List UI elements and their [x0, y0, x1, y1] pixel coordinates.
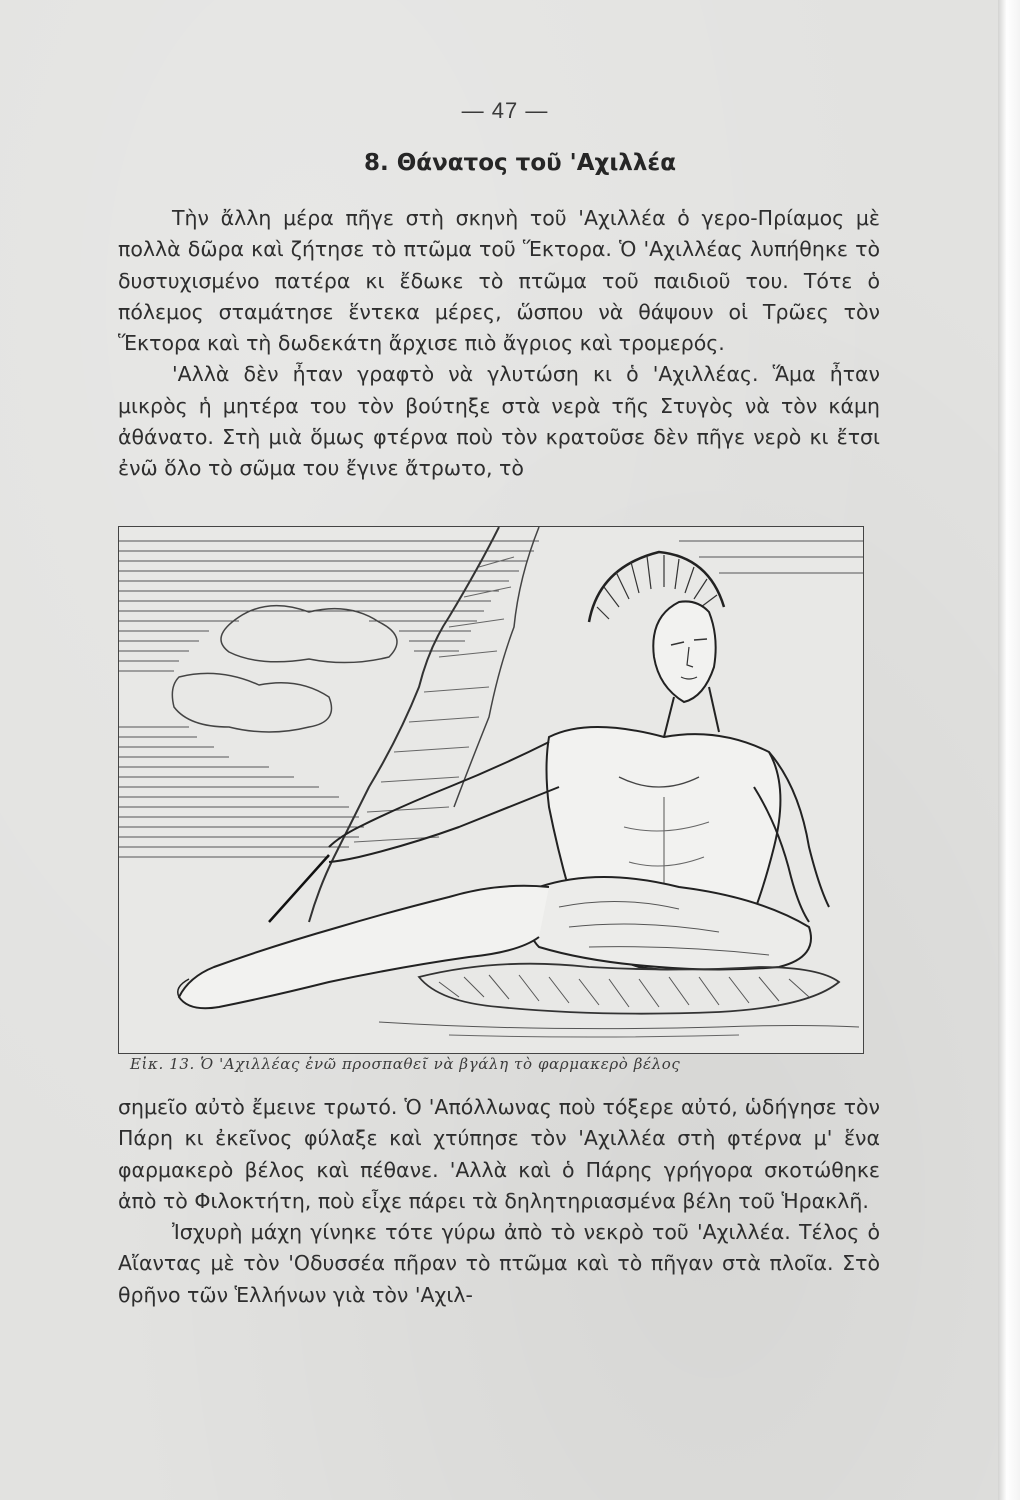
figure-caption: Εἰκ. 13. Ὁ 'Αχιλλέας ἐνῶ προσπαθεῖ νὰ βγάλη τὸ φαρμακερὸ βέλος [130, 1055, 681, 1073]
text-block-top [118, 203, 880, 485]
text-block-bottom [118, 1092, 880, 1311]
achilles-illustration [118, 526, 864, 1054]
paragraph: Τὴν ἄλλη μέρα πῆγε στὴ σκηνὴ τοῦ 'Αχιλλέα ὁ γερο-Πρίαμος μὲ πολλὰ δῶρα καὶ ζήτησε τὸ πτῶμα τοῦ Ἕκτορα. Ὁ 'Αχιλλέας λυπήθηκε τὸ δυστυχισμένο πατέρα κι ἔδωκε τὸ πτῶμα τοῦ παιδιοῦ του. Τότε ὁ πόλεμος σταμάτησε ἕντεκα μέρες, ὥσπου νὰ θάψουν οἱ Τρῶες τὸν Ἕκτορα καὶ τὴ δωδεκάτη ἄρχισε πιὸ ἄγριος καὶ τρομερός. [118, 206, 880, 356]
achilles-drawing [119, 527, 863, 1053]
page-number: — 47 — [461, 98, 549, 123]
paragraph: 'Αλλὰ δὲν ἦταν γραφτὸ νὰ γλυτώση κι ὁ 'Αχιλλέας. Ἅμα ἦταν μικρὸς ἡ μητέρα του τὸν βούτηξε στὰ νερὰ τῆς Στυγὸς νὰ τὸν κάμη ἀθάνατο. Στὴ μιὰ ὅμως φτέρνα ποὺ τὸν κρατοῦσε δὲν πῆγε νερὸ κι ἔτσι ἐνῶ ὅλο τὸ σῶμα του ἔγινε ἄτρωτο, τὸ [118, 362, 880, 481]
chapter-title: 8. Θάνατος τοῦ 'Αχιλλέα [363, 150, 677, 176]
page-edge [998, 0, 1020, 1500]
paragraph: Ἰσχυρὴ μάχη γίνηκε τότε γύρω ἀπὸ τὸ νεκρὸ τοῦ 'Αχιλλέα. Τέλος ὁ Αἴαντας μὲ τὸν 'Οδυσσέα πῆραν τὸ πτῶμα καὶ τὸ πῆγαν στὰ πλοῖα. Στὸ θρῆνο τῶν Ἑλλήνων γιὰ τὸν 'Αχιλ- [118, 1220, 880, 1307]
paragraph: σημεῖο αὐτὸ ἔμεινε τρωτό. Ὁ 'Απόλλωνας ποὺ τόξερε αὐτό, ὡδήγησε τὸν Πάρη κι ἐκεῖνος φύλαξε καὶ χτύπησε τὸν 'Αχιλλέα στὴ φτέρνα μ' ἕνα φαρμακερὸ βέλος καὶ πέθανε. 'Αλλὰ καὶ ὁ Πάρης γρήγορα σκοτώθηκε ἀπὸ τὸ Φιλοκτήτη, ποὺ εἶχε πάρει τὰ δηλητηριασμένα βέλη τοῦ Ἡρακλῆ. [118, 1095, 880, 1213]
